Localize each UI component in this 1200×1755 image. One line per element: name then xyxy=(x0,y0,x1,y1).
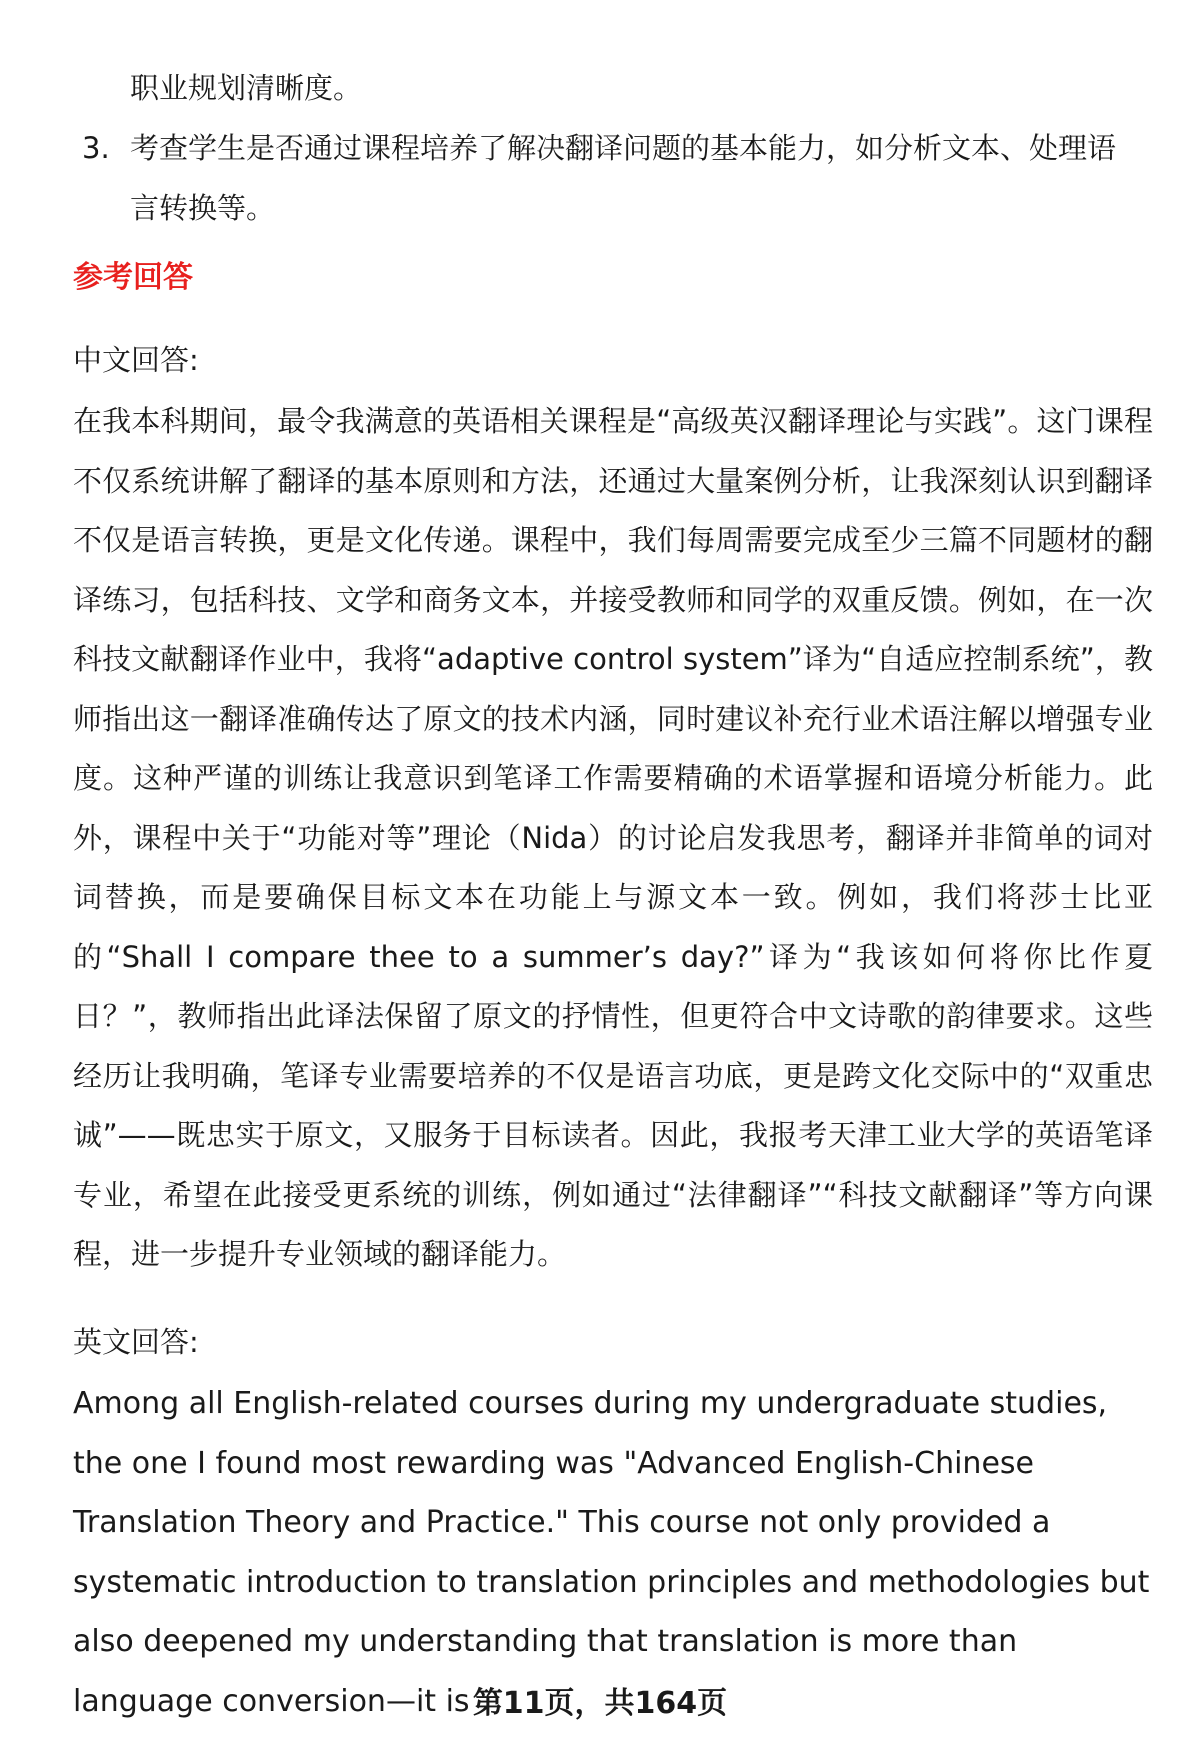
list-item-number: 3. xyxy=(82,131,110,165)
list-continuation-text: 职业规划清晰度。 xyxy=(130,71,363,105)
list-item-3 xyxy=(82,118,1142,238)
reference-answer-heading: 参考回答 xyxy=(73,260,193,295)
page-number-footer: 第11页，共164页 xyxy=(472,1686,728,1721)
chinese-answer-label: 中文回答: xyxy=(73,343,199,377)
list-item-text: 考查学生是否通过课程培养了解决翻译问题的基本能力，如分析文本、处理语言转换等。 xyxy=(130,131,1117,225)
english-answer-paragraph: Among all English-related courses during my undergraduate studies, the one I found most rewarding was "Advanced English-Chinese Translation Theory and Practice." This course not only provided a systematic introduction to translation principles and methodologies but also deepened my understanding that translation is more than language conversion—it is xyxy=(73,1386,1150,1719)
chinese-answer-paragraph: 在我本科期间，最令我满意的英语相关课程是“高级英汉翻译理论与实践”。这门课程不仅系统讲解了翻译的基本原则和方法，还通过大量案例分析，让我深刻认识到翻译不仅是语言转换，更是文化传递。课程中，我们每周需要完成至少三篇不同题材的翻译练习，包括科技、文学和商务文本，并接受教师和同学的双重反馈。例如，在一次科技文献翻译作业中，我将“adaptive control system”译为“自适应控制系统”，教师指出这一翻译准确传达了原文的技术内涵，同时建议补充行业术语注解以增强专业度。这种严谨的训练让我意识到笔译工作需要精确的术语掌握和语境分析能力。此外，课程中关于“功能对等”理论（Nida）的讨论启发我思考，翻译并非简单的词对词替换，而是要确保目标文本在功能上与源文本一致。例如，我们将莎士比亚的“Shall I compare thee to a summer’s day?”译为“我该如何将你比作夏日？”，教师指出此译法保留了原文的抒情性，但更符合中文诗歌的韵律要求。这些经历让我明确，笔译专业需要培养的不仅是语言功底，更是跨文化交际中的“双重忠诚”——既忠实于原文，又服务于目标读者。因此，我报考天津工业大学的英语笔译专业，希望在此接受更系统的训练，例如通过“法律翻译”“科技文献翻译”等方向课程，进一步提升专业领域的翻译能力。 xyxy=(73,404,1153,1271)
english-answer-label: 英文回答: xyxy=(73,1325,199,1359)
